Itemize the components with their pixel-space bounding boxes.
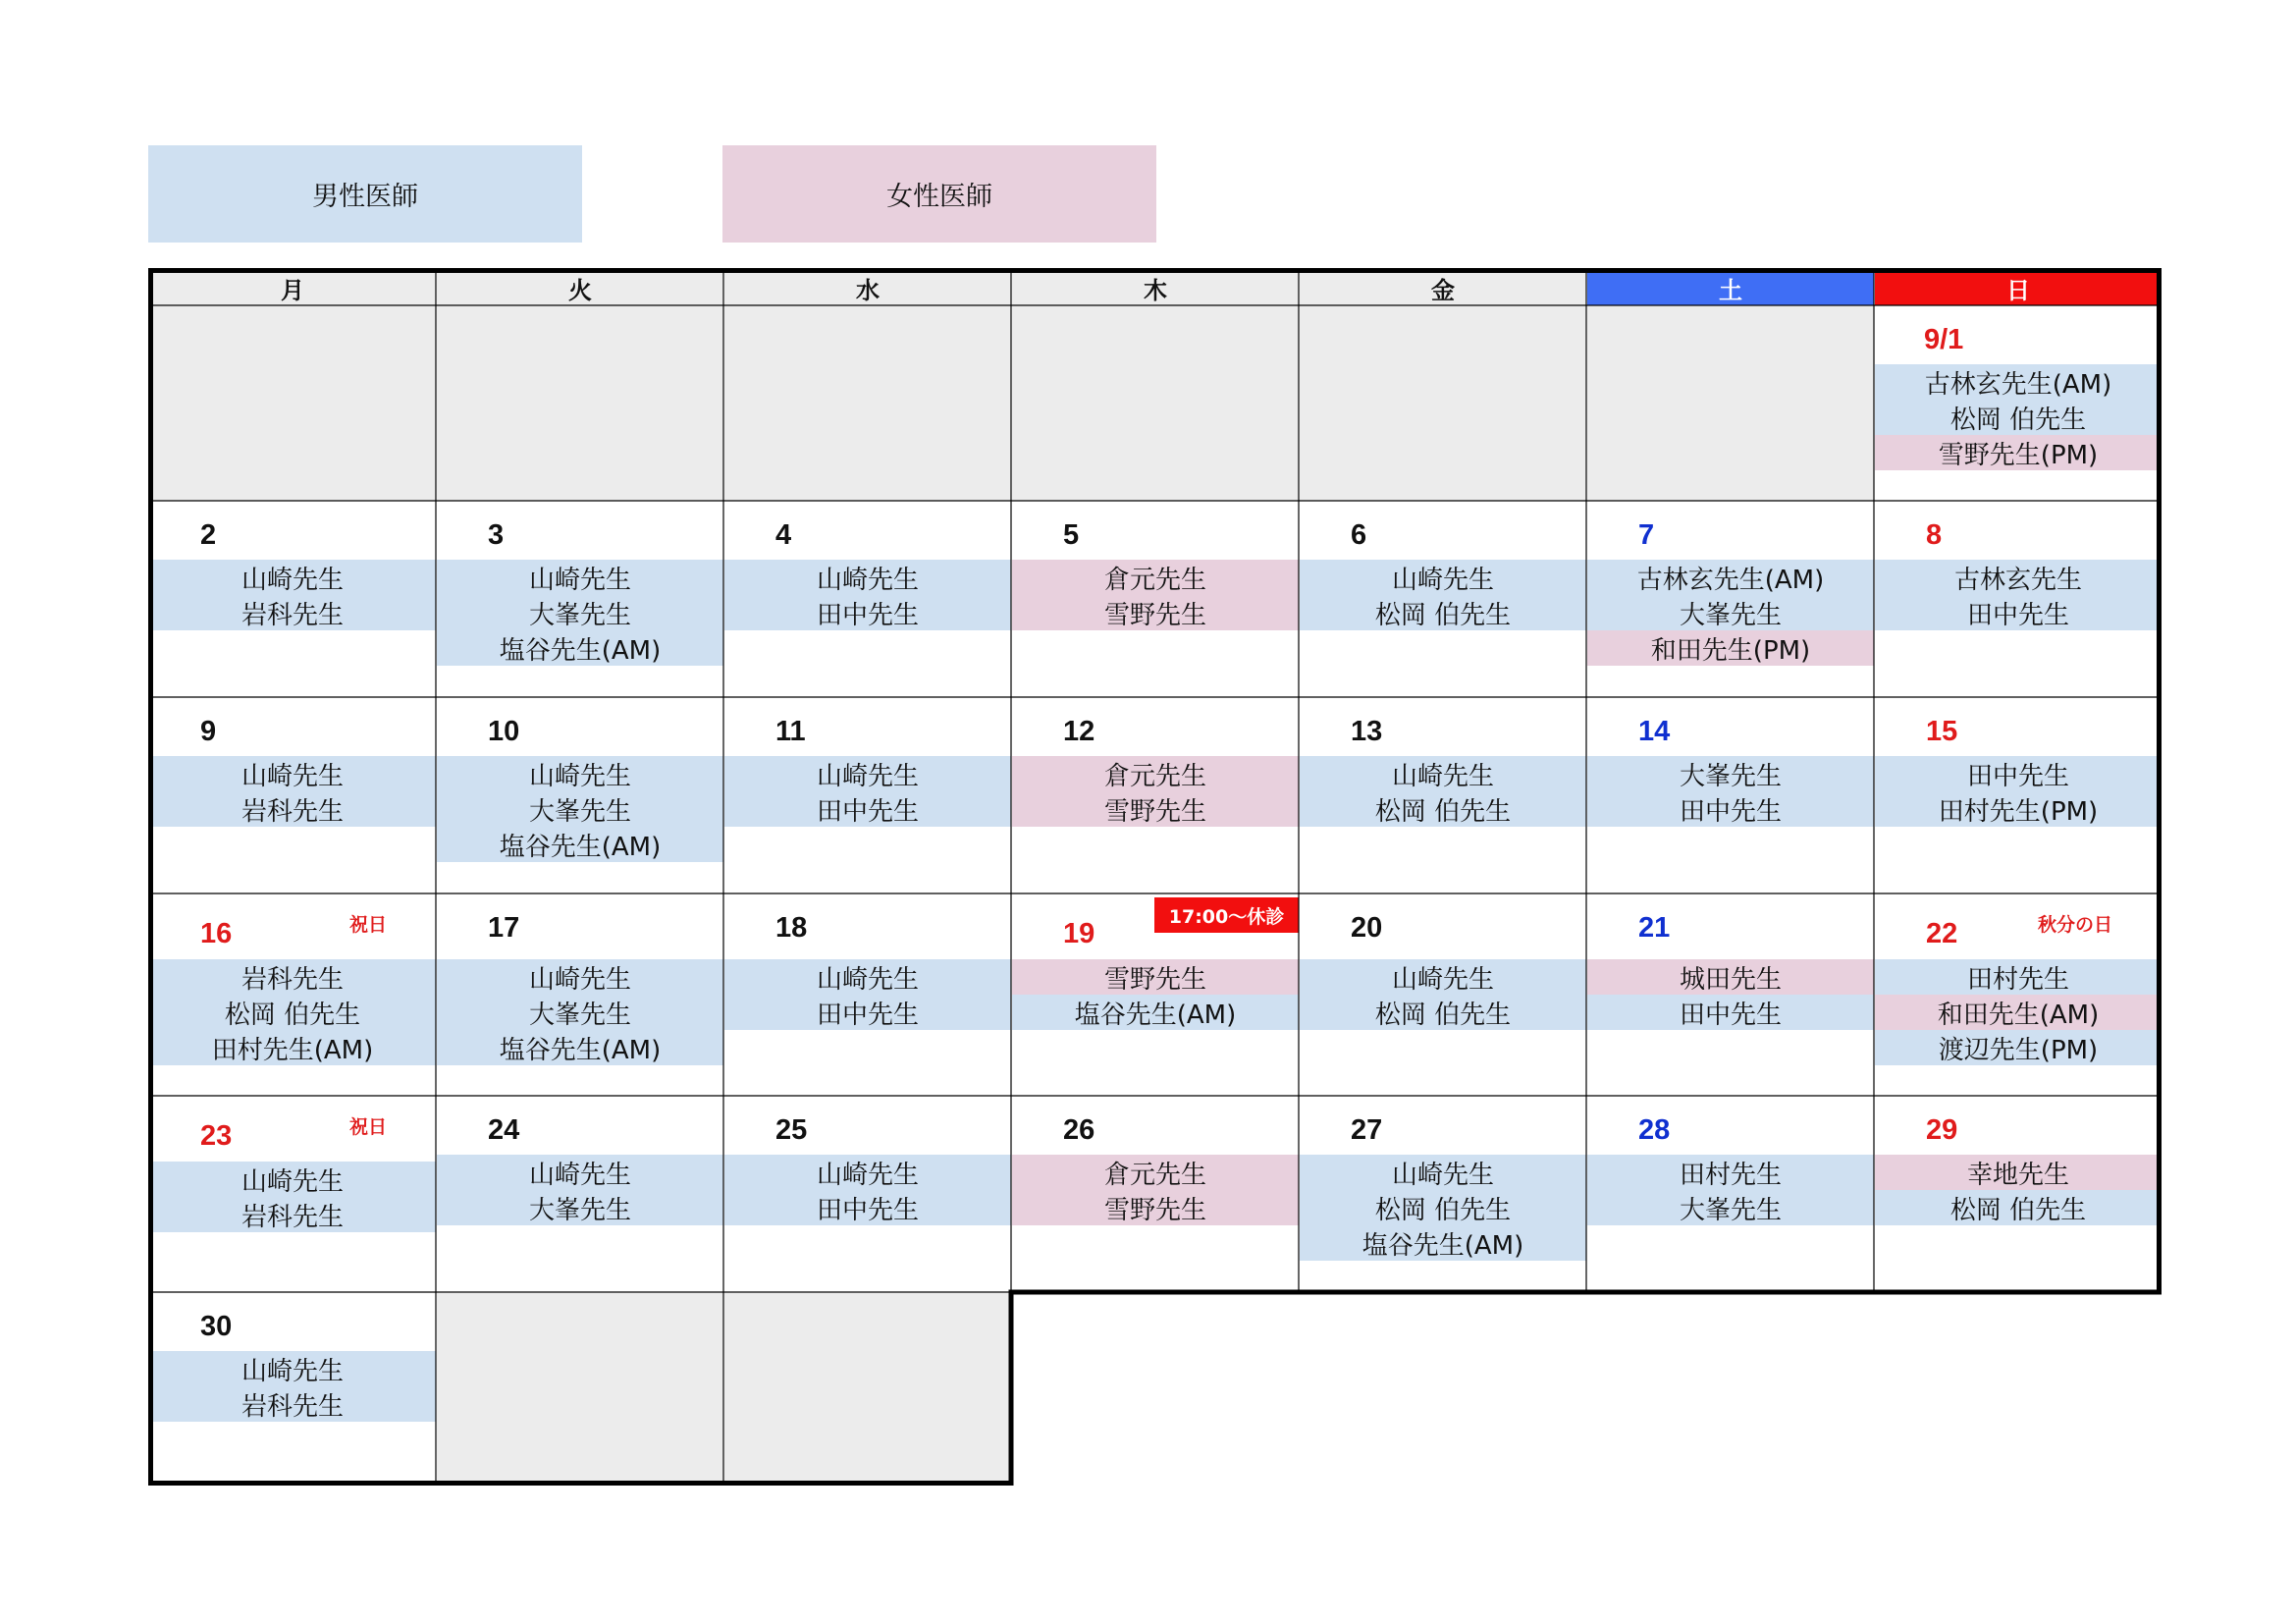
day-number: 20 <box>1351 912 1383 944</box>
legend-male-label: 男性医師 <box>312 182 418 212</box>
female-doctor-entry: 雪野先生 <box>1012 791 1299 827</box>
male-doctor-entry: 山崎先生 <box>149 560 436 595</box>
male-doctor-entry: 山崎先生 <box>724 959 1011 995</box>
day-number: 14 <box>1638 716 1671 747</box>
male-doctor-entry: 山崎先生 <box>724 756 1011 791</box>
day-number: 22 <box>1926 918 1958 949</box>
day-number: 18 <box>775 912 808 944</box>
day-number: 6 <box>1351 519 1367 551</box>
day-number: 21 <box>1638 912 1671 944</box>
male-doctor-entry: 田中先生 <box>1587 995 1874 1030</box>
male-doctor-entry: 塩谷先生(AM) <box>1300 1225 1586 1261</box>
male-doctor-entry: 松岡 伯先生 <box>1300 595 1586 630</box>
female-doctor-entry: 和田先生(PM) <box>1587 630 1874 666</box>
doctor-list <box>1012 756 1299 827</box>
male-doctor-entry: 岩科先生 <box>149 1386 436 1422</box>
day-cell <box>1300 698 1586 893</box>
male-doctor-entry: 山崎先生 <box>437 560 723 595</box>
empty-day-cell <box>437 1293 723 1486</box>
female-doctor-entry: 倉元先生 <box>1012 560 1299 595</box>
female-doctor-entry: 倉元先生 <box>1012 1155 1299 1190</box>
day-cell <box>149 1293 436 1486</box>
doctor-list <box>1875 560 2162 630</box>
day-number: 28 <box>1638 1114 1671 1146</box>
day-number: 2 <box>200 519 217 551</box>
day-cell <box>1875 698 2162 893</box>
male-doctor-entry: 松岡 伯先生 <box>1300 995 1586 1030</box>
male-doctor-entry: 古林玄先生(AM) <box>1875 364 2162 400</box>
day-number: 25 <box>775 1114 808 1146</box>
female-doctor-entry: 幸地先生 <box>1875 1155 2162 1190</box>
empty-day-cell <box>1300 306 1586 501</box>
male-doctor-entry: 田中先生 <box>724 791 1011 827</box>
day-number: 4 <box>775 519 792 551</box>
male-doctor-entry: 塩谷先生(AM) <box>437 827 723 862</box>
male-doctor-entry: 塩谷先生(AM) <box>437 1030 723 1065</box>
male-doctor-entry: 松岡 伯先生 <box>1875 400 2162 435</box>
day-cell <box>1875 1097 2162 1292</box>
female-doctor-entry: 雪野先生 <box>1012 1190 1299 1225</box>
day-cell <box>437 1097 723 1292</box>
weekday-header: 月 <box>149 271 436 305</box>
male-doctor-entry: 山崎先生 <box>1300 959 1586 995</box>
doctor-list <box>1875 364 2162 470</box>
male-doctor-entry: 山崎先生 <box>149 756 436 791</box>
weekday-header: 火 <box>437 271 723 305</box>
male-doctor-entry: 田中先生 <box>1587 791 1874 827</box>
female-doctor-entry: 雪野先生(PM) <box>1875 435 2162 470</box>
day-cell <box>1300 502 1586 697</box>
doctor-list <box>1300 1155 1586 1261</box>
male-doctor-entry: 大峯先生 <box>437 995 723 1030</box>
male-doctor-entry: 田中先生 <box>724 995 1011 1030</box>
day-cell <box>1012 894 1299 1096</box>
day-number: 27 <box>1351 1114 1383 1146</box>
doctor-list <box>149 959 436 1065</box>
doctor-list <box>1875 1155 2162 1225</box>
doctor-list <box>724 959 1011 1030</box>
day-cell <box>1012 1097 1299 1292</box>
day-cell <box>149 1097 436 1292</box>
day-number: 13 <box>1351 716 1383 747</box>
closed-notice-badge: 17:00～休診 <box>1154 897 1299 933</box>
day-cell <box>724 1097 1011 1292</box>
day-number: 15 <box>1926 716 1958 747</box>
day-number: 12 <box>1063 716 1095 747</box>
empty-day-cell <box>724 1293 1011 1486</box>
male-doctor-entry: 大峯先生 <box>437 595 723 630</box>
male-doctor-entry: 田村先生(PM) <box>1875 791 2162 827</box>
doctor-list <box>1300 756 1586 827</box>
day-number: 8 <box>1926 519 1943 551</box>
male-doctor-entry: 岩科先生 <box>149 1197 436 1232</box>
male-doctor-entry: 田中先生 <box>1875 595 2162 630</box>
male-doctor-entry: 大峯先生 <box>1587 756 1874 791</box>
doctor-list <box>1587 959 1874 1030</box>
doctor-list <box>1587 560 1874 666</box>
day-cell <box>724 698 1011 893</box>
legend-female-doctor <box>722 145 1156 243</box>
day-number: 23 <box>200 1120 233 1152</box>
day-cell <box>1875 894 2162 1096</box>
day-number: 29 <box>1926 1114 1958 1146</box>
day-cell <box>1587 894 1874 1096</box>
day-cell <box>1012 698 1299 893</box>
day-cell <box>149 894 436 1096</box>
day-number: 30 <box>200 1311 233 1342</box>
day-cell <box>1587 502 1874 697</box>
male-doctor-entry: 山崎先生 <box>149 1162 436 1197</box>
day-cell <box>1587 1097 1874 1292</box>
male-doctor-entry: 田中先生 <box>724 1190 1011 1225</box>
male-doctor-entry: 大峯先生 <box>437 1190 723 1225</box>
doctor-list <box>149 560 436 630</box>
day-cell <box>1012 502 1299 697</box>
empty-day-cell <box>1012 306 1299 501</box>
doctor-list <box>1875 756 2162 827</box>
doctor-list <box>1875 959 2162 1065</box>
doctor-list <box>1300 959 1586 1030</box>
doctor-list <box>149 1162 436 1232</box>
empty-day-cell <box>1587 306 1874 501</box>
male-doctor-entry: 山崎先生 <box>437 959 723 995</box>
male-doctor-entry: 渡辺先生(PM) <box>1875 1030 2162 1065</box>
day-number: 24 <box>488 1114 520 1146</box>
male-doctor-entry: 松岡 伯先生 <box>1300 1190 1586 1225</box>
male-doctor-entry: 松岡 伯先生 <box>1875 1190 2162 1225</box>
male-doctor-entry: 岩科先生 <box>149 595 436 630</box>
male-doctor-entry: 田中先生 <box>724 595 1011 630</box>
day-cell <box>1300 1097 1586 1292</box>
day-number: 17 <box>488 912 520 944</box>
male-doctor-entry: 松岡 伯先生 <box>1300 791 1586 827</box>
day-number: 11 <box>775 716 806 747</box>
day-cell <box>724 502 1011 697</box>
doctor-list <box>1012 1155 1299 1225</box>
doctor-list <box>437 756 723 862</box>
legend-female-label: 女性医師 <box>886 182 992 212</box>
male-doctor-entry: 山崎先生 <box>437 756 723 791</box>
weekday-header: 金 <box>1300 271 1586 305</box>
female-doctor-entry: 雪野先生 <box>1012 595 1299 630</box>
doctor-list <box>1012 560 1299 630</box>
male-doctor-entry: 山崎先生 <box>1300 756 1586 791</box>
male-doctor-entry: 大峯先生 <box>1587 595 1874 630</box>
doctor-list <box>724 756 1011 827</box>
male-doctor-entry: 田村先生(AM) <box>149 1030 436 1065</box>
male-doctor-entry: 山崎先生 <box>724 1155 1011 1190</box>
weekday-header: 土 <box>1587 271 1874 305</box>
male-doctor-entry: 大峯先生 <box>1587 1190 1874 1225</box>
doctor-list <box>1300 560 1586 630</box>
holiday-label: 秋分の日 <box>2037 914 2112 936</box>
doctor-list <box>724 560 1011 630</box>
day-number: 5 <box>1063 519 1080 551</box>
holiday-label: 祝日 <box>348 1116 387 1138</box>
day-cell <box>724 894 1011 1096</box>
day-number: 26 <box>1063 1114 1095 1146</box>
male-doctor-entry: 松岡 伯先生 <box>149 995 436 1030</box>
doctor-list <box>437 959 723 1065</box>
male-doctor-entry: 塩谷先生(AM) <box>437 630 723 666</box>
day-cell <box>1587 698 1874 893</box>
male-doctor-entry: 山崎先生 <box>437 1155 723 1190</box>
male-doctor-entry: 大峯先生 <box>437 791 723 827</box>
legend-male-doctor <box>148 145 582 243</box>
day-cell <box>1875 306 2162 501</box>
male-doctor-entry: 岩科先生 <box>149 791 436 827</box>
doctor-list <box>437 560 723 666</box>
female-doctor-entry: 城田先生 <box>1587 959 1874 995</box>
day-cell <box>437 698 723 893</box>
day-cell <box>1300 894 1586 1096</box>
weekday-header: 木 <box>1012 271 1299 305</box>
female-doctor-entry: 和田先生(AM) <box>1875 995 2162 1030</box>
male-doctor-entry: 田村先生 <box>1587 1155 1874 1190</box>
female-doctor-entry: 雪野先生 <box>1012 959 1299 995</box>
day-number: 9 <box>200 716 217 747</box>
doctor-list <box>724 1155 1011 1225</box>
male-doctor-entry: 山崎先生 <box>149 1351 436 1386</box>
doctor-list <box>149 756 436 827</box>
male-doctor-entry: 岩科先生 <box>149 959 436 995</box>
day-number: 16 <box>200 918 233 949</box>
day-cell <box>149 698 436 893</box>
male-doctor-entry: 山崎先生 <box>1300 1155 1586 1190</box>
male-doctor-entry: 古林玄先生 <box>1875 560 2162 595</box>
male-doctor-entry: 古林玄先生(AM) <box>1587 560 1874 595</box>
male-doctor-entry: 田村先生 <box>1875 959 2162 995</box>
doctor-list <box>1012 959 1299 1030</box>
doctor-list <box>1587 1155 1874 1225</box>
day-cell <box>149 502 436 697</box>
weekday-header: 水 <box>724 271 1011 305</box>
male-doctor-entry: 山崎先生 <box>724 560 1011 595</box>
holiday-label: 祝日 <box>348 914 387 936</box>
day-number: 7 <box>1638 519 1655 551</box>
day-cell <box>1875 502 2162 697</box>
doctor-list <box>437 1155 723 1225</box>
empty-day-cell <box>149 306 436 501</box>
empty-day-cell <box>437 306 723 501</box>
doctor-list <box>149 1351 436 1422</box>
day-cell <box>437 502 723 697</box>
day-number: 19 <box>1063 918 1095 949</box>
male-doctor-entry: 田中先生 <box>1875 756 2162 791</box>
weekday-header: 日 <box>1875 271 2162 305</box>
male-doctor-entry: 塩谷先生(AM) <box>1012 995 1299 1030</box>
doctor-list <box>1587 756 1874 827</box>
male-doctor-entry: 山崎先生 <box>1300 560 1586 595</box>
day-number: 10 <box>488 716 520 747</box>
calendar-grid <box>148 268 2162 1486</box>
day-number: 9/1 <box>1924 324 1964 355</box>
female-doctor-entry: 倉元先生 <box>1012 756 1299 791</box>
day-number: 3 <box>488 519 505 551</box>
empty-day-cell <box>724 306 1011 501</box>
day-cell <box>437 894 723 1096</box>
